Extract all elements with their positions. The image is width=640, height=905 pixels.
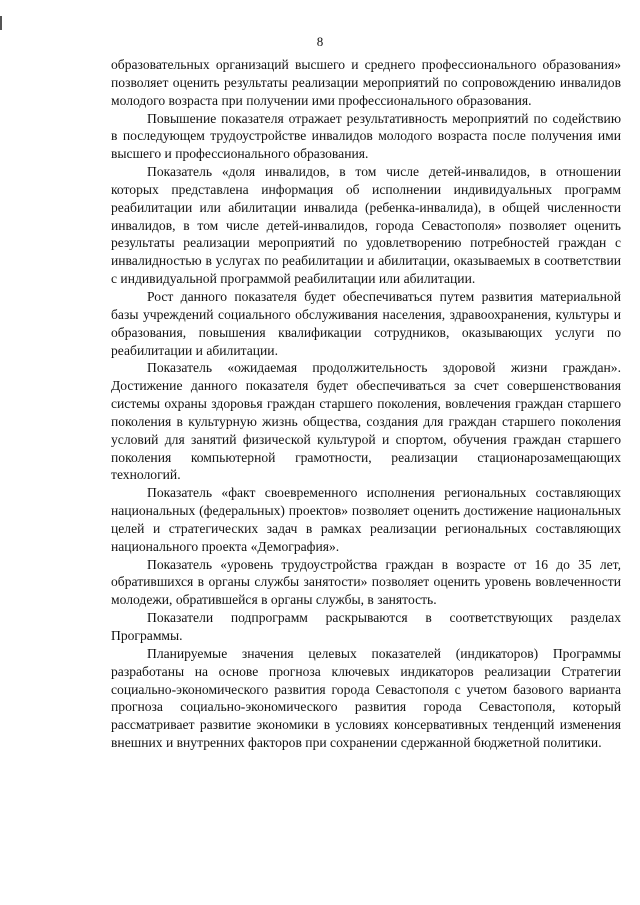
paragraph-3: Показатель «доля инвалидов, в том числе детей-инвалидов, в отношении которых представлена информация об исполнении индивидуальных программ реабилитации или абилитации инвалида (ребенка-инвалида), в общей численности инвалидов, в том числе детей-инвалидов, города Севастополя» позволяет оценить результаты реализации мероприятий по удовлетворению потребностей граждан с инвалидностью в услугах по реабилитации и абилитации, оказываемых в соответствии с индивидуальной программой реабилитации или абилитации.	[111, 164, 621, 287]
paragraph-7: Показатель «уровень трудоустройства граждан в возрасте от 16 до 35 лет, обратившихся в органы службы занятости» позволяет оценить уровень вовлеченности молодежи, обратившейся в органы службы, в занятость.	[111, 556, 621, 608]
paragraph-5: Показатель «ожидаемая продолжительность здоровой жизни граждан». Достижение данного показателя будет обеспечиваться за счет совершенствования системы охраны здоровья граждан старшего поколения, вовлечения граждан старшего поколения в культурную жизнь общества, создания для граждан старшего поколения условий для занятий физической культурой и спортом, обучения граждан старшего поколения компьютерной грамотности, реализации стационарозамещающих технологий.	[111, 360, 621, 483]
page-number: 8	[316, 34, 324, 49]
paragraph-2: Повышение показателя отражает результативность мероприятий по содействию в последующем трудоустройстве инвалидов молодого возраста после получения ими высшего и профессионального образования.	[111, 110, 621, 162]
body-text	[111, 56, 621, 752]
paragraph-4: Рост данного показателя будет обеспечиваться путем развития материальной базы учреждений социального обслуживания населения, здравоохранения, культуры и образования, повышения квалификации сотрудников, оказывающих услуги по реабилитации и абилитации.	[111, 288, 621, 358]
paragraph-1: образовательных организаций высшего и среднего профессионального образования» позволяет оценить результаты реализации мероприятий по сопровождению инвалидов молодого возраста при получении ими профессионального образования.	[111, 57, 621, 108]
scan-edge-mark	[0, 16, 2, 30]
paragraph-8: Показатели подпрограмм раскрываются в соответствующих разделах Программы.	[111, 610, 621, 643]
paragraph-9: Планируемые значения целевых показателей (индикаторов) Программы разработаны на основе прогноза ключевых индикаторов реализации Стратегии социально-экономического развития города Севастополя с учетом базового варианта прогноза социально-экономического развития города Севастополя, который рассматривает развитие экономики в условиях консервативных тенденций изменения внешних и внутренних факторов при сохранении сдержанной бюджетной политики.	[111, 645, 621, 751]
paragraph-6: Показатель «факт своевременного исполнения региональных составляющих национальных (федеральных) проектов» позволяет оценить достижение национальных целей и стратегических задач в рамках реализации региональных составляющих национального проекта «Демография».	[111, 485, 621, 554]
